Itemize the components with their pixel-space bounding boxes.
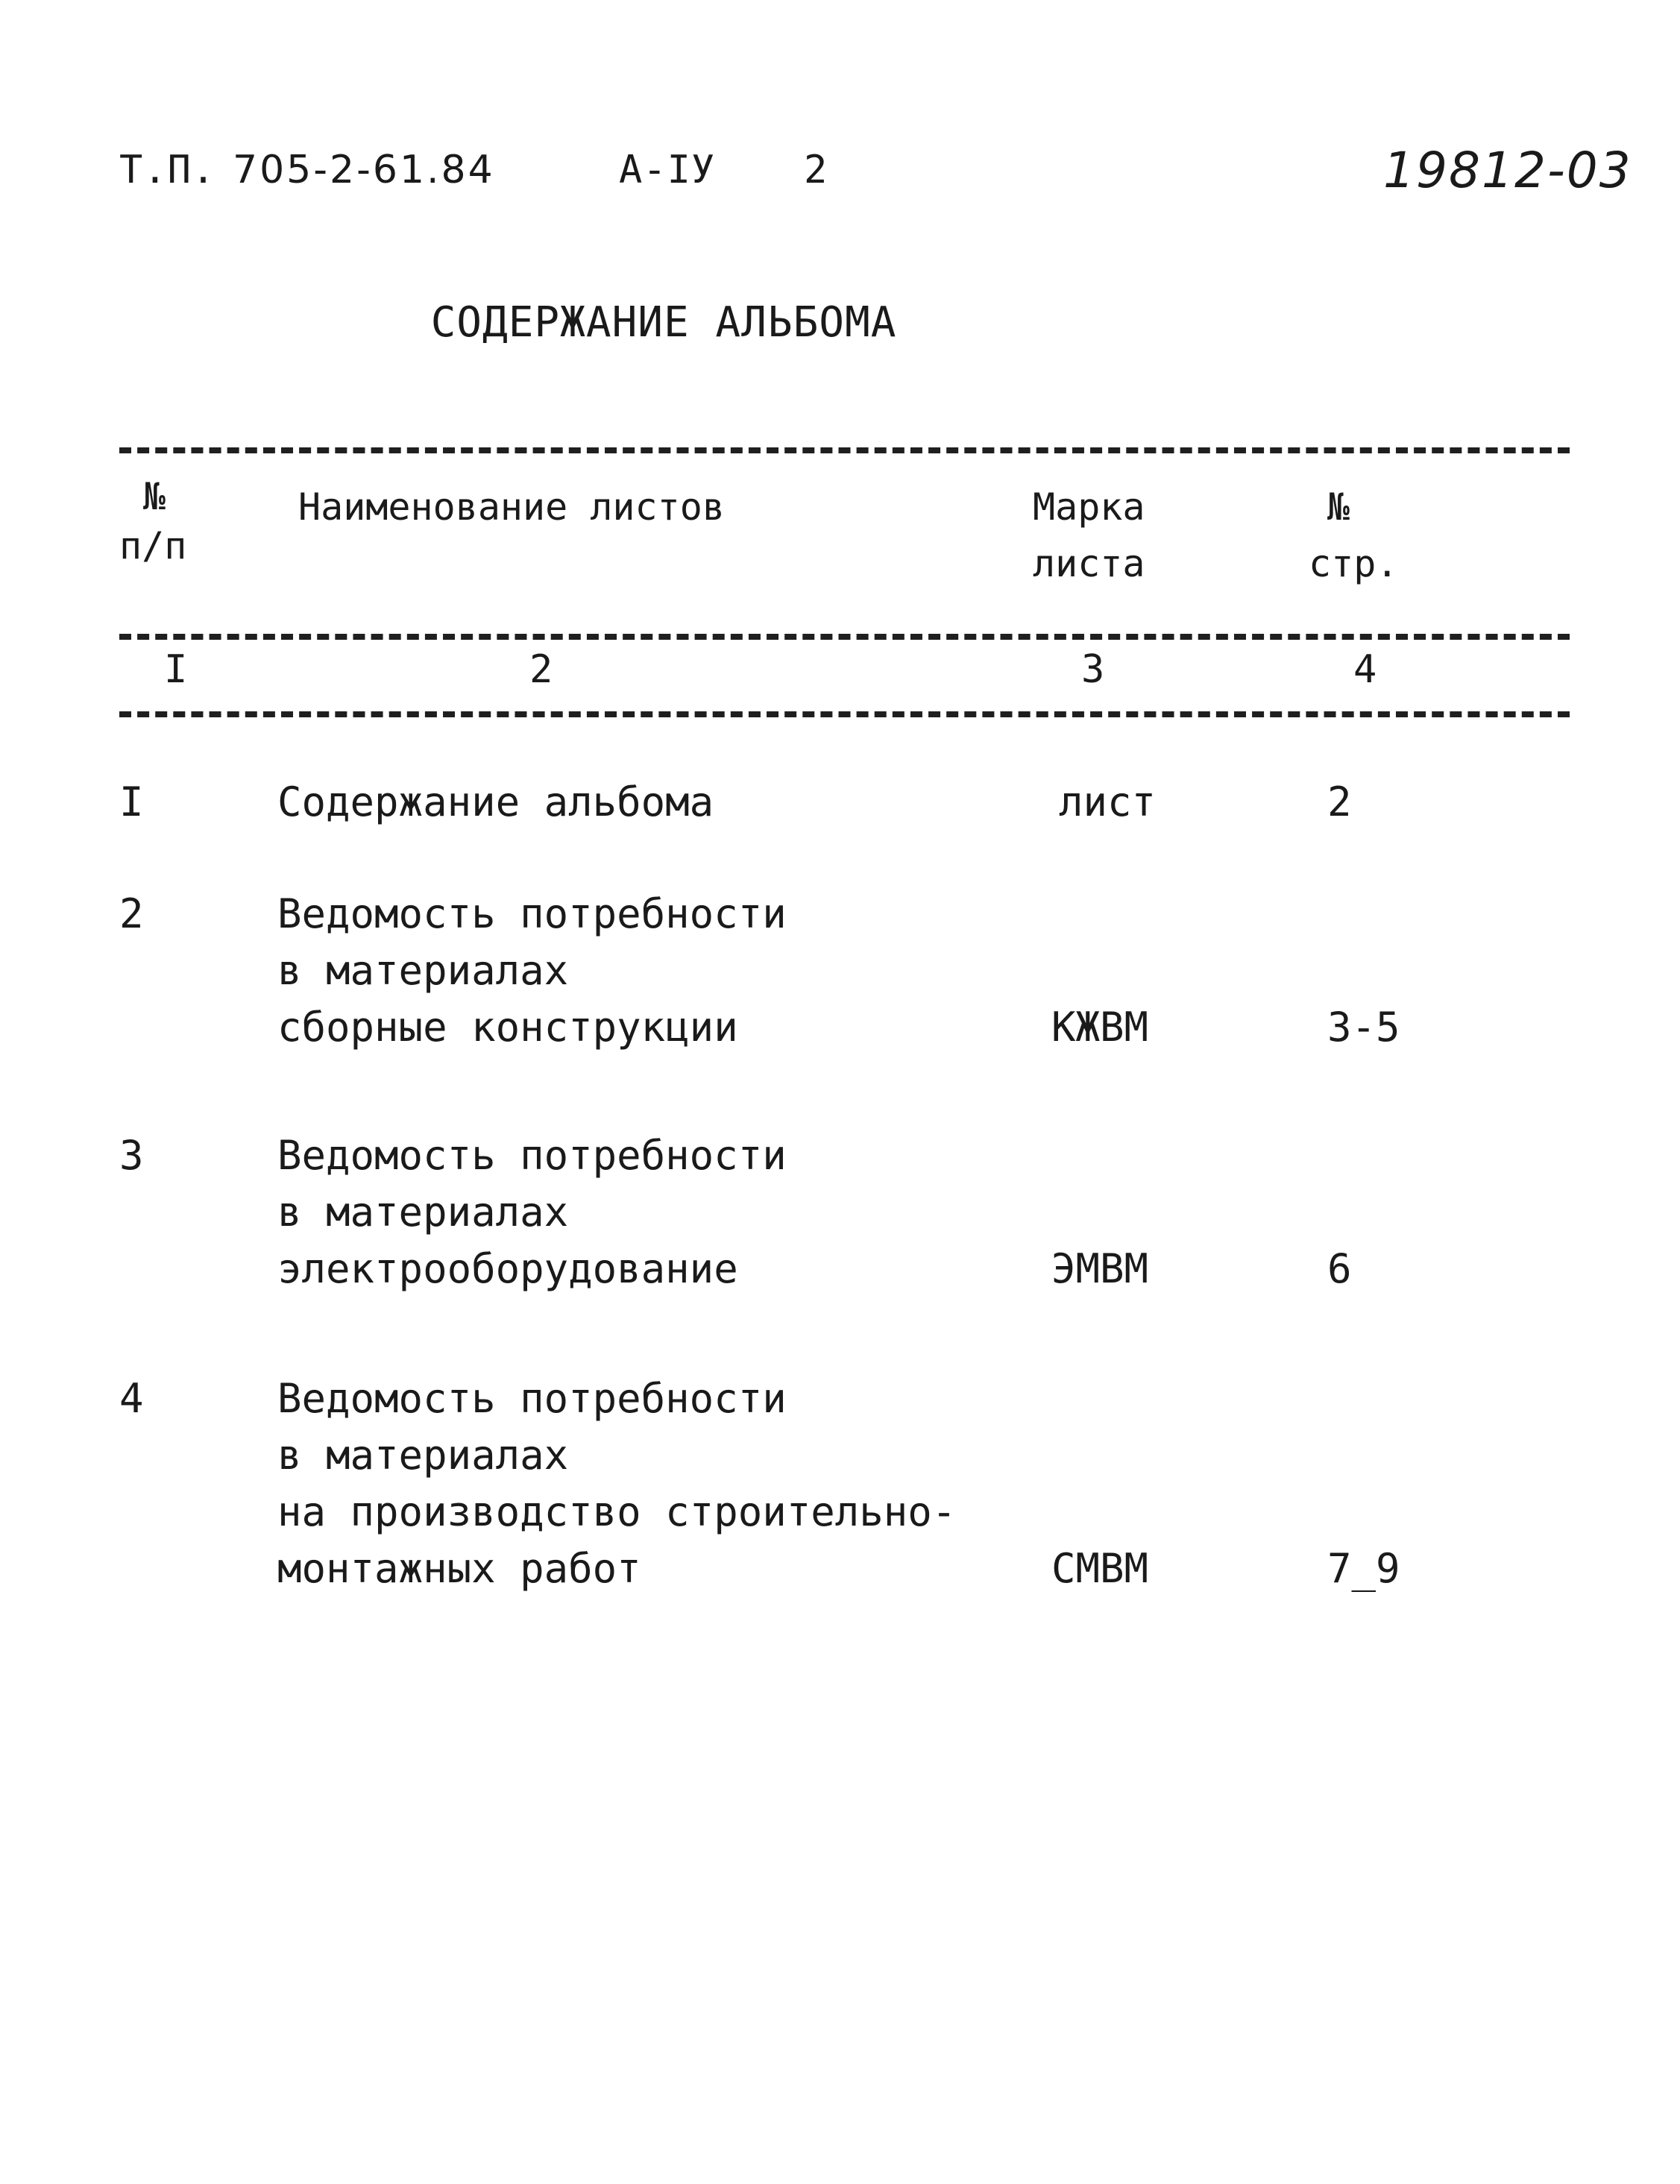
column-number-4: 4 [1353, 647, 1377, 692]
row-name-line: в материалах [277, 947, 569, 994]
row-mark: лист [1059, 778, 1157, 825]
row-name-line: на производство строительно- [277, 1488, 957, 1535]
header-page-label: стр. [1309, 542, 1399, 585]
header-num-symbol: № [143, 475, 166, 518]
row-name-line: Ведомость потребности [277, 890, 787, 937]
table-top-rule [119, 447, 1570, 453]
header-mark-line1: Марка [1033, 485, 1145, 529]
column-number-2: 2 [529, 647, 553, 692]
inventory-number: 19812-03 [1383, 142, 1632, 199]
row-name-line: сборные конструкции [277, 1004, 738, 1051]
album-number: А-ІУ [619, 148, 716, 192]
row-page: 7_9 [1327, 1545, 1400, 1592]
header-bottom-rule [119, 634, 1570, 640]
row-number: I [119, 778, 144, 825]
row-mark: СМВМ [1051, 1545, 1149, 1592]
row-name-line: Ведомость потребности [277, 1375, 787, 1422]
row-page: 2 [1327, 778, 1352, 825]
row-page: 3-5 [1327, 1004, 1400, 1051]
row-name-line: в материалах [277, 1189, 569, 1236]
header-mark-line2: листа [1033, 542, 1145, 585]
row-name-line: Содержание альбома [277, 778, 714, 825]
row-name-line: электрооборудование [277, 1245, 738, 1292]
header-name: Наименование листов [298, 485, 725, 529]
row-name-line: в материалах [277, 1432, 569, 1479]
row-page: 6 [1327, 1245, 1352, 1292]
project-number: 705-2-61.84 [233, 148, 495, 192]
column-numbers-bottom-rule [119, 711, 1570, 717]
document-code: Т.П. [119, 148, 216, 192]
header-num-label: п/п [119, 524, 187, 567]
sheet-number: 2 [804, 148, 828, 192]
row-number: 4 [119, 1375, 144, 1422]
row-mark: ЭМВМ [1051, 1245, 1149, 1292]
row-name-line: Ведомость потребности [277, 1132, 787, 1179]
column-number-3: 3 [1081, 647, 1105, 692]
row-mark: КЖВМ [1051, 1004, 1149, 1051]
row-name-line: монтажных работ [277, 1545, 641, 1592]
header-page-symbol: № [1327, 485, 1350, 529]
row-number: 2 [119, 890, 144, 937]
row-number: 3 [119, 1132, 144, 1179]
column-number-1: I [164, 647, 188, 692]
page-title: СОДЕРЖАНИЕ АЛЬБОМА [430, 298, 897, 347]
